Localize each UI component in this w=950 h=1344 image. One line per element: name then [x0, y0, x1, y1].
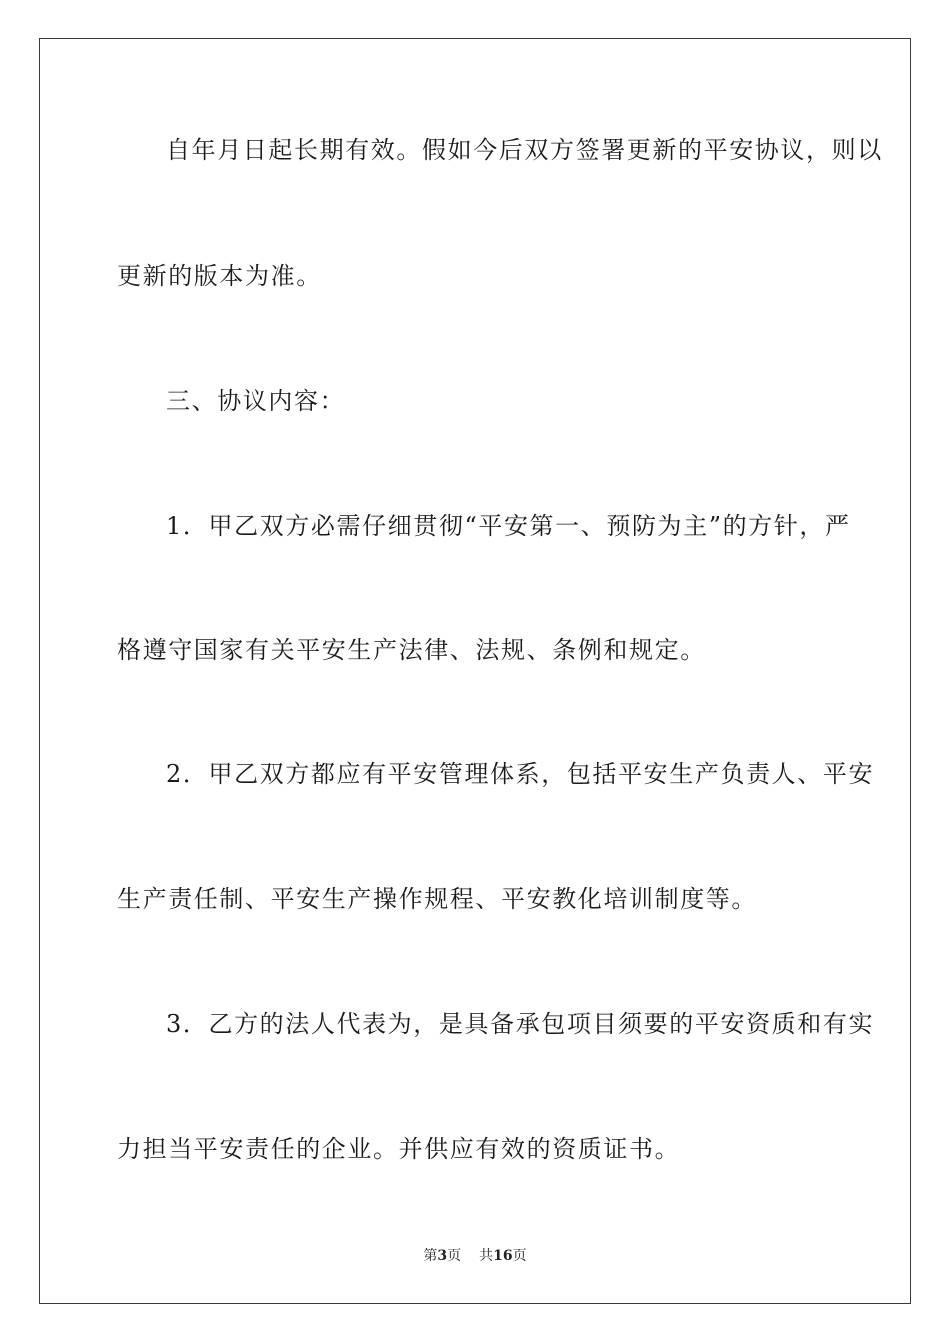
- page-suffix: 页: [447, 1248, 462, 1264]
- paragraph-line: 1．甲乙双方必需仔细贯彻“平安第一、预防为主”的方针，严: [166, 512, 851, 540]
- page-footer: [0, 1247, 950, 1265]
- paragraph-line: 自年月日起长期有效。假如今后双方签署更新的平安协议，则以: [166, 136, 883, 164]
- total-prefix: 共: [479, 1248, 494, 1264]
- paragraph-line: 2．甲乙双方都应有平安管理体系，包括平安生产负责人、平安: [166, 760, 875, 788]
- page-border: [39, 38, 911, 1304]
- total-suffix: 页: [512, 1248, 527, 1264]
- paragraph-line: 3．乙方的法人代表为，是具备承包项目须要的平安资质和有实: [166, 1010, 875, 1038]
- page-prefix: 第: [423, 1248, 438, 1264]
- page-current: 3: [437, 1248, 448, 1264]
- paragraph-line: 更新的版本为准。: [117, 262, 322, 290]
- paragraph-line: 力担当平安责任的企业。并供应有效的资质证书。: [117, 1135, 681, 1163]
- paragraph-line: 生产责任制、平安生产操作规程、平安教化培训制度等。: [117, 885, 757, 913]
- section-heading: 三、协议内容：: [166, 387, 346, 415]
- paragraph-line: 格遵守国家有关平安生产法律、法规、条例和规定。: [117, 636, 706, 664]
- page-total: 16: [493, 1248, 513, 1264]
